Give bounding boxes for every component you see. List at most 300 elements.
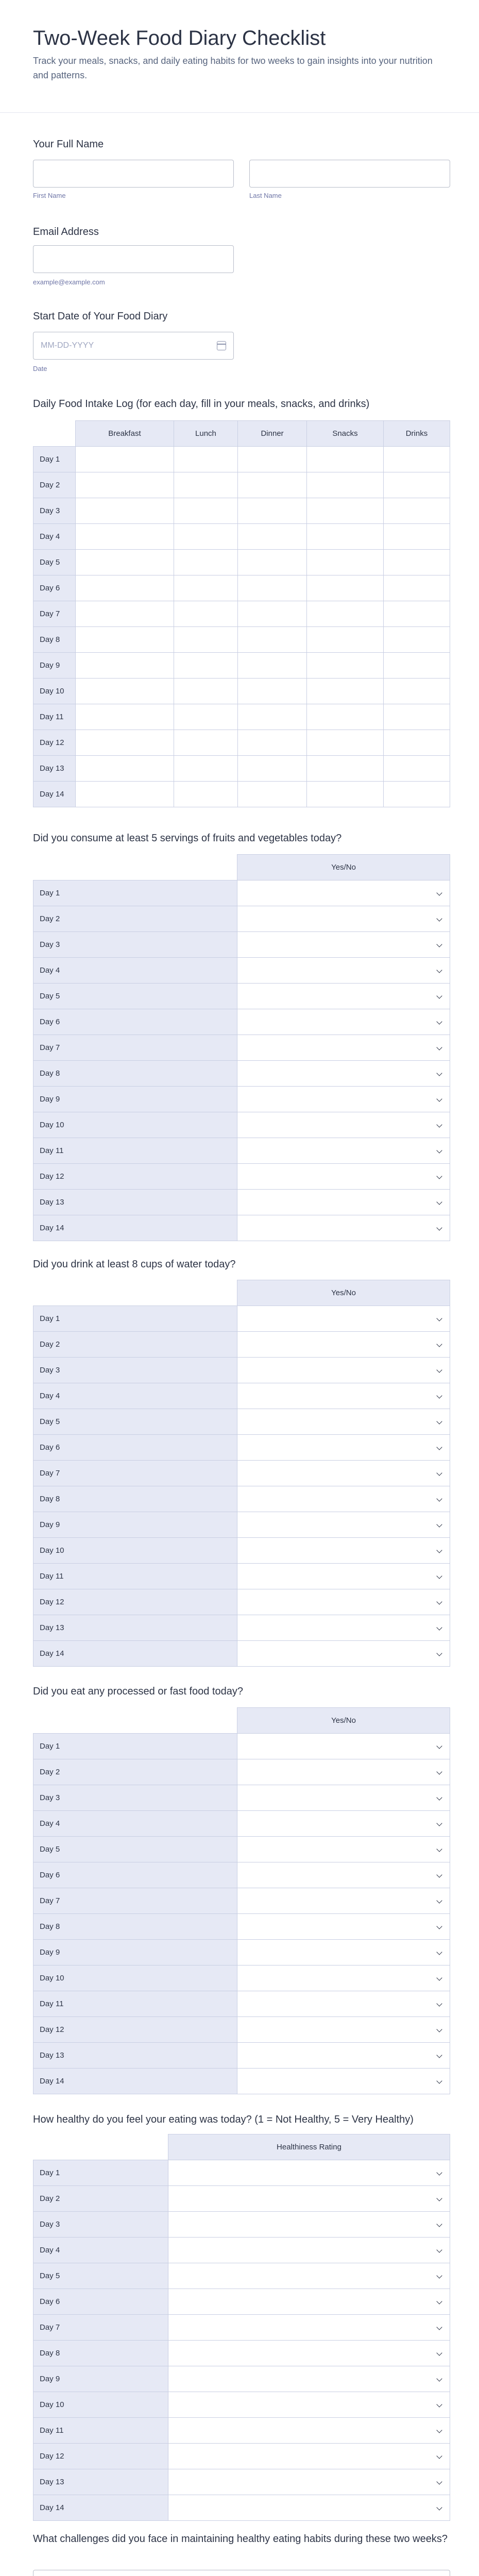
intake-cell-input[interactable] bbox=[383, 447, 450, 472]
intake-column-header: Breakfast bbox=[76, 421, 174, 447]
chevron-down-icon bbox=[436, 2479, 442, 2484]
day-label: Day 11 bbox=[33, 2418, 168, 2444]
intake-cell-input[interactable] bbox=[174, 653, 237, 679]
q_fruits-dropdown[interactable] bbox=[237, 1009, 450, 1035]
day-label: Day 7 bbox=[33, 2315, 168, 2341]
chevron-down-icon bbox=[436, 1367, 442, 1372]
table-row bbox=[33, 2392, 450, 2418]
day-label: Day 13 bbox=[33, 1190, 237, 1215]
table-row bbox=[33, 1837, 450, 1862]
chevron-down-icon bbox=[436, 2170, 442, 2175]
day-label: Day 1 bbox=[33, 880, 237, 906]
chevron-down-icon bbox=[436, 2298, 442, 2304]
chevron-down-icon bbox=[436, 2001, 442, 2006]
intake-cell-input[interactable] bbox=[174, 472, 237, 498]
table-row bbox=[33, 2418, 450, 2444]
chevron-down-icon bbox=[436, 1547, 442, 1553]
intake-cell-input[interactable] bbox=[174, 498, 237, 524]
q_processed-dropdown[interactable] bbox=[237, 1759, 450, 1785]
intake-cell-input[interactable] bbox=[238, 550, 307, 575]
intake-cell-input[interactable] bbox=[76, 472, 174, 498]
intake-cell-input[interactable] bbox=[174, 575, 237, 601]
table-row bbox=[33, 601, 450, 627]
chevron-down-icon bbox=[436, 2376, 442, 2381]
table-row bbox=[33, 1138, 450, 1164]
fruits-table bbox=[33, 854, 450, 1241]
first-name-input[interactable] bbox=[33, 160, 234, 188]
day-label: Day 6 bbox=[33, 2289, 168, 2315]
intake-cell-input[interactable] bbox=[76, 782, 174, 807]
first-name-sublabel: First Name bbox=[33, 192, 66, 199]
day-label: Day 5 bbox=[33, 984, 237, 1009]
table-row bbox=[33, 1759, 450, 1785]
intake-cell-input[interactable] bbox=[307, 447, 384, 472]
table-row bbox=[33, 932, 450, 958]
table-row bbox=[33, 2017, 450, 2043]
intake-cell-input[interactable] bbox=[238, 447, 307, 472]
q_health-dropdown[interactable] bbox=[168, 2444, 450, 2469]
table-row bbox=[33, 906, 450, 932]
table-row bbox=[33, 498, 450, 524]
table-row bbox=[33, 447, 450, 472]
chevron-down-icon bbox=[436, 1975, 442, 1980]
q_processed-dropdown[interactable] bbox=[237, 1965, 450, 1991]
intake-cell-input[interactable] bbox=[76, 704, 174, 730]
intake-cell-input[interactable] bbox=[307, 550, 384, 575]
table-row bbox=[33, 2469, 450, 2495]
table-row bbox=[33, 2315, 450, 2341]
table-row bbox=[33, 2160, 450, 2186]
day-label: Day 5 bbox=[33, 550, 76, 575]
chevron-down-icon bbox=[436, 993, 442, 998]
day-label: Day 13 bbox=[33, 2469, 168, 2495]
q_processed-dropdown[interactable] bbox=[237, 1914, 450, 1940]
chevron-down-icon bbox=[436, 1923, 442, 1929]
day-label: Day 7 bbox=[33, 1888, 237, 1914]
intake-cell-input[interactable] bbox=[76, 679, 174, 704]
day-label: Day 14 bbox=[33, 2495, 168, 2521]
q_fruits-dropdown[interactable] bbox=[237, 1061, 450, 1087]
q_processed-dropdown[interactable] bbox=[237, 1940, 450, 1965]
intake-cell-input[interactable] bbox=[383, 653, 450, 679]
q_health-dropdown[interactable] bbox=[168, 2160, 450, 2186]
day-label: Day 2 bbox=[33, 2186, 168, 2212]
day-label: Day 3 bbox=[33, 498, 76, 524]
q_processed-dropdown[interactable] bbox=[237, 2017, 450, 2043]
table-corner bbox=[33, 421, 76, 447]
day-label: Day 12 bbox=[33, 2017, 237, 2043]
chevron-down-icon bbox=[436, 1173, 442, 1179]
intake-cell-input[interactable] bbox=[76, 524, 174, 550]
intake-cell-input[interactable] bbox=[307, 498, 384, 524]
intake-cell-input[interactable] bbox=[174, 730, 237, 756]
q_fruits-dropdown[interactable] bbox=[237, 958, 450, 984]
table-row bbox=[33, 2341, 450, 2366]
q_water-dropdown[interactable] bbox=[237, 1461, 450, 1486]
table-row bbox=[33, 1358, 450, 1383]
table-row bbox=[33, 1615, 450, 1641]
fruits-question-label: Did you consume at least 5 servings of fruits and vegetables today? bbox=[33, 833, 342, 844]
intake-column-header: Snacks bbox=[307, 421, 384, 447]
chevron-down-icon bbox=[436, 1573, 442, 1579]
day-label: Day 5 bbox=[33, 1409, 237, 1435]
q_health-dropdown[interactable] bbox=[168, 2392, 450, 2418]
table-row bbox=[33, 1486, 450, 1512]
chevron-down-icon bbox=[436, 2026, 442, 2032]
day-label: Day 9 bbox=[33, 2366, 168, 2392]
intake-cell-input[interactable] bbox=[238, 704, 307, 730]
day-label: Day 8 bbox=[33, 1486, 237, 1512]
day-label: Day 8 bbox=[33, 627, 76, 653]
intake-cell-input[interactable] bbox=[307, 730, 384, 756]
q_fruits-dropdown[interactable] bbox=[237, 880, 450, 906]
q_health-dropdown[interactable] bbox=[168, 2212, 450, 2238]
chevron-down-icon bbox=[436, 1650, 442, 1656]
q_health-dropdown[interactable] bbox=[168, 2263, 450, 2289]
day-label: Day 10 bbox=[33, 1538, 237, 1564]
intake-cell-input[interactable] bbox=[238, 627, 307, 653]
intake-cell-input[interactable] bbox=[383, 550, 450, 575]
chevron-down-icon bbox=[436, 2273, 442, 2278]
table-row bbox=[33, 2212, 450, 2238]
intake-cell-input[interactable] bbox=[76, 730, 174, 756]
day-label: Day 3 bbox=[33, 1358, 237, 1383]
q_processed-dropdown[interactable] bbox=[237, 1862, 450, 1888]
q_fruits-dropdown[interactable] bbox=[237, 1164, 450, 1190]
table-row bbox=[33, 1435, 450, 1461]
intake-cell-input[interactable] bbox=[174, 679, 237, 704]
chevron-down-icon bbox=[436, 1470, 442, 1476]
intake-cell-input[interactable] bbox=[174, 524, 237, 550]
q_fruits-dropdown[interactable] bbox=[237, 906, 450, 932]
intake-cell-input[interactable] bbox=[383, 782, 450, 807]
q_fruits-dropdown[interactable] bbox=[237, 1190, 450, 1215]
intake-log-table bbox=[33, 420, 450, 807]
chevron-down-icon bbox=[436, 941, 442, 947]
chevron-down-icon bbox=[436, 1743, 442, 1749]
table-row bbox=[33, 524, 450, 550]
intake-cell-input[interactable] bbox=[307, 524, 384, 550]
intake-cell-input[interactable] bbox=[307, 704, 384, 730]
day-label: Day 7 bbox=[33, 601, 76, 627]
intake-cell-input[interactable] bbox=[174, 756, 237, 782]
chevron-down-icon bbox=[436, 2350, 442, 2355]
table-row bbox=[33, 1811, 450, 1837]
q_water-dropdown[interactable] bbox=[237, 1615, 450, 1641]
intake-cell-input[interactable] bbox=[174, 782, 237, 807]
table-row bbox=[33, 2289, 450, 2315]
intake-cell-input[interactable] bbox=[307, 627, 384, 653]
table-row bbox=[33, 958, 450, 984]
q_processed-dropdown[interactable] bbox=[237, 1888, 450, 1914]
intake-cell-input[interactable] bbox=[307, 653, 384, 679]
start-date-input[interactable] bbox=[33, 332, 234, 360]
chevron-down-icon bbox=[436, 916, 442, 921]
table-row bbox=[33, 1383, 450, 1409]
last-name-sublabel: Last Name bbox=[249, 192, 282, 199]
q_water-dropdown[interactable] bbox=[237, 1564, 450, 1589]
chevron-down-icon bbox=[436, 1199, 442, 1205]
chevron-down-icon bbox=[436, 890, 442, 895]
table-row bbox=[33, 1190, 450, 1215]
day-label: Day 4 bbox=[33, 2238, 168, 2263]
intake-cell-input[interactable] bbox=[76, 575, 174, 601]
intake-column-header: Drinks bbox=[383, 421, 450, 447]
q_water-dropdown[interactable] bbox=[237, 1538, 450, 1564]
intake-cell-input[interactable] bbox=[383, 524, 450, 550]
intake-cell-input[interactable] bbox=[383, 679, 450, 704]
intake-cell-input[interactable] bbox=[238, 524, 307, 550]
day-label: Day 2 bbox=[33, 906, 237, 932]
chevron-down-icon bbox=[436, 2052, 442, 2058]
form-header bbox=[33, 25, 450, 82]
chevron-down-icon bbox=[436, 2504, 442, 2510]
q_processed-dropdown[interactable] bbox=[237, 1837, 450, 1862]
day-label: Day 12 bbox=[33, 2444, 168, 2469]
table-row bbox=[33, 2444, 450, 2469]
intake-cell-input[interactable] bbox=[383, 704, 450, 730]
table-row bbox=[33, 730, 450, 756]
intake-cell-input[interactable] bbox=[238, 679, 307, 704]
day-label: Day 4 bbox=[33, 1811, 237, 1837]
intake-cell-input[interactable] bbox=[76, 447, 174, 472]
intake-cell-input[interactable] bbox=[174, 550, 237, 575]
day-label: Day 8 bbox=[33, 1914, 237, 1940]
intake-cell-input[interactable] bbox=[383, 498, 450, 524]
table-row bbox=[33, 627, 450, 653]
intake-cell-input[interactable] bbox=[383, 627, 450, 653]
intake-cell-input[interactable] bbox=[238, 601, 307, 627]
calendar-icon[interactable] bbox=[217, 341, 226, 350]
table-row bbox=[33, 2238, 450, 2263]
intake-log-label: Daily Food Intake Log (for each day, fill in your meals, snacks, and drinks) bbox=[33, 398, 370, 410]
q_fruits-dropdown[interactable] bbox=[237, 1138, 450, 1164]
q_health-dropdown[interactable] bbox=[168, 2418, 450, 2444]
start-date-label: Start Date of Your Food Diary bbox=[33, 311, 168, 322]
q_water-dropdown[interactable] bbox=[237, 1409, 450, 1435]
table-row bbox=[33, 1512, 450, 1538]
table-row bbox=[33, 1306, 450, 1332]
day-label: Day 3 bbox=[33, 932, 237, 958]
day-label: Day 4 bbox=[33, 958, 237, 984]
intake-column-header: Lunch bbox=[174, 421, 237, 447]
table-row bbox=[33, 1785, 450, 1811]
table-row bbox=[33, 679, 450, 704]
start-date-placeholder: MM-DD-YYYY bbox=[41, 341, 94, 350]
day-label: Day 11 bbox=[33, 704, 76, 730]
table-row bbox=[33, 653, 450, 679]
q_water-dropdown[interactable] bbox=[237, 1383, 450, 1409]
intake-cell-input[interactable] bbox=[76, 550, 174, 575]
intake-cell-input[interactable] bbox=[238, 472, 307, 498]
day-label: Day 13 bbox=[33, 1615, 237, 1641]
q_water-dropdown[interactable] bbox=[237, 1589, 450, 1615]
full-name-label: Your Full Name bbox=[33, 139, 104, 150]
water-table bbox=[33, 1280, 450, 1667]
intake-cell-input[interactable] bbox=[76, 756, 174, 782]
chevron-down-icon bbox=[436, 1341, 442, 1347]
health-question-label: How healthy do you feel your eating was today? (1 = Not Healthy, 5 = Very Healthy) bbox=[33, 2114, 414, 2125]
intake-cell-input[interactable] bbox=[174, 447, 237, 472]
day-label: Day 14 bbox=[33, 1641, 237, 1667]
q_health-dropdown[interactable] bbox=[168, 2186, 450, 2212]
intake-cell-input[interactable] bbox=[383, 756, 450, 782]
q_health-dropdown[interactable] bbox=[168, 2289, 450, 2315]
header-divider bbox=[0, 112, 479, 113]
intake-cell-input[interactable] bbox=[76, 601, 174, 627]
email-label: Email Address bbox=[33, 226, 99, 238]
email-input[interactable] bbox=[33, 245, 234, 273]
intake-cell-input[interactable] bbox=[383, 472, 450, 498]
day-label: Day 10 bbox=[33, 1965, 237, 1991]
chevron-down-icon bbox=[436, 1122, 442, 1127]
q_water-dropdown[interactable] bbox=[237, 1486, 450, 1512]
day-label: Day 6 bbox=[33, 1435, 237, 1461]
chevron-down-icon bbox=[436, 1393, 442, 1398]
chevron-down-icon bbox=[436, 1225, 442, 1230]
chevron-down-icon bbox=[436, 1897, 442, 1903]
intake-cell-input[interactable] bbox=[383, 730, 450, 756]
day-label: Day 13 bbox=[33, 2043, 237, 2069]
chevron-down-icon bbox=[436, 1794, 442, 1800]
intake-cell-input[interactable] bbox=[174, 601, 237, 627]
chevron-down-icon bbox=[436, 2324, 442, 2330]
q_fruits-dropdown[interactable] bbox=[237, 984, 450, 1009]
intake-cell-input[interactable] bbox=[307, 756, 384, 782]
table-row bbox=[33, 1914, 450, 1940]
chevron-down-icon bbox=[436, 1846, 442, 1852]
day-label: Day 1 bbox=[33, 1734, 237, 1759]
q_water-dropdown[interactable] bbox=[237, 1641, 450, 1667]
intake-cell-input[interactable] bbox=[307, 575, 384, 601]
chevron-down-icon bbox=[436, 1872, 442, 1877]
intake-cell-input[interactable] bbox=[307, 601, 384, 627]
q_water-dropdown[interactable] bbox=[237, 1358, 450, 1383]
chevron-down-icon bbox=[436, 1315, 442, 1321]
day-label: Day 3 bbox=[33, 2212, 168, 2238]
q_fruits-dropdown[interactable] bbox=[237, 1087, 450, 1112]
table-row bbox=[33, 1061, 450, 1087]
day-label: Day 7 bbox=[33, 1035, 237, 1061]
day-label: Day 6 bbox=[33, 575, 76, 601]
chevron-down-icon bbox=[436, 1624, 442, 1630]
q_health-dropdown[interactable] bbox=[168, 2315, 450, 2341]
q_fruits-dropdown[interactable] bbox=[237, 932, 450, 958]
q_processed-dropdown[interactable] bbox=[237, 1785, 450, 1811]
health-table bbox=[33, 2134, 450, 2521]
chevron-down-icon bbox=[436, 2401, 442, 2407]
table-row bbox=[33, 984, 450, 1009]
chevron-down-icon bbox=[436, 967, 442, 973]
q_water-dropdown[interactable] bbox=[237, 1435, 450, 1461]
intake-column-header: Dinner bbox=[238, 421, 307, 447]
processed-table bbox=[33, 1707, 450, 2094]
intake-cell-input[interactable] bbox=[383, 575, 450, 601]
table-row bbox=[33, 1035, 450, 1061]
challenges-label: What challenges did you face in maintaining healthy eating habits during these two weeks? bbox=[33, 2533, 448, 2545]
chevron-down-icon bbox=[436, 2078, 442, 2083]
chevron-down-icon bbox=[436, 1096, 442, 1101]
day-label: Day 10 bbox=[33, 679, 76, 704]
q_processed-dropdown[interactable] bbox=[237, 2069, 450, 2094]
table-row bbox=[33, 1409, 450, 1435]
table-row bbox=[33, 756, 450, 782]
intake-cell-input[interactable] bbox=[238, 653, 307, 679]
chevron-down-icon bbox=[436, 2221, 442, 2227]
day-label: Day 9 bbox=[33, 653, 76, 679]
chevron-down-icon bbox=[436, 1019, 442, 1024]
intake-cell-input[interactable] bbox=[76, 653, 174, 679]
table-row bbox=[33, 704, 450, 730]
intake-cell-input[interactable] bbox=[238, 756, 307, 782]
q_processed-dropdown[interactable] bbox=[237, 1811, 450, 1837]
q_water-dropdown[interactable] bbox=[237, 1512, 450, 1538]
q_health-dropdown[interactable] bbox=[168, 2366, 450, 2392]
water-question-label: Did you drink at least 8 cups of water today? bbox=[33, 1259, 236, 1270]
q_processed-dropdown[interactable] bbox=[237, 1734, 450, 1759]
table-row bbox=[33, 2069, 450, 2094]
q_processed-dropdown[interactable] bbox=[237, 2043, 450, 2069]
q_fruits-dropdown[interactable] bbox=[237, 1035, 450, 1061]
intake-cell-input[interactable] bbox=[76, 627, 174, 653]
day-label: Day 14 bbox=[33, 1215, 237, 1241]
table-row bbox=[33, 880, 450, 906]
intake-cell-input[interactable] bbox=[307, 472, 384, 498]
health-column-header: Healthiness Rating bbox=[168, 2134, 450, 2160]
q_water-dropdown[interactable] bbox=[237, 1306, 450, 1332]
intake-cell-input[interactable] bbox=[307, 679, 384, 704]
intake-cell-input[interactable] bbox=[76, 498, 174, 524]
challenges-textarea[interactable] bbox=[33, 2570, 450, 2576]
table-row bbox=[33, 1940, 450, 1965]
intake-cell-input[interactable] bbox=[383, 601, 450, 627]
intake-cell-input[interactable] bbox=[307, 782, 384, 807]
q_health-dropdown[interactable] bbox=[168, 2238, 450, 2263]
table-row bbox=[33, 1641, 450, 1667]
intake-cell-input[interactable] bbox=[174, 627, 237, 653]
form-title: Two-Week Food Diary Checklist bbox=[33, 27, 326, 49]
day-label: Day 12 bbox=[33, 1589, 237, 1615]
table-row bbox=[33, 1112, 450, 1138]
table-row bbox=[33, 1888, 450, 1914]
day-label: Day 1 bbox=[33, 1306, 237, 1332]
day-label: Day 3 bbox=[33, 1785, 237, 1811]
table-row bbox=[33, 782, 450, 807]
intake-cell-input[interactable] bbox=[238, 575, 307, 601]
intake-cell-input[interactable] bbox=[238, 730, 307, 756]
q_processed-dropdown[interactable] bbox=[237, 1991, 450, 2017]
q_health-dropdown[interactable] bbox=[168, 2341, 450, 2366]
day-label: Day 2 bbox=[33, 472, 76, 498]
day-label: Day 11 bbox=[33, 1991, 237, 2017]
table-row bbox=[33, 1589, 450, 1615]
q_fruits-dropdown[interactable] bbox=[237, 1112, 450, 1138]
q_health-dropdown[interactable] bbox=[168, 2495, 450, 2521]
intake-cell-input[interactable] bbox=[238, 782, 307, 807]
last-name-input[interactable] bbox=[249, 160, 450, 188]
day-label: Day 14 bbox=[33, 782, 76, 807]
q_health-dropdown[interactable] bbox=[168, 2469, 450, 2495]
day-label: Day 10 bbox=[33, 1112, 237, 1138]
form-subtitle: Track your meals, snacks, and daily eating habits for two weeks to gain insights into your nutrition and patterns. bbox=[33, 56, 433, 80]
q_water-dropdown[interactable] bbox=[237, 1332, 450, 1358]
chevron-down-icon bbox=[436, 2453, 442, 2459]
chevron-down-icon bbox=[436, 2195, 442, 2201]
q_fruits-dropdown[interactable] bbox=[237, 1215, 450, 1241]
table-row bbox=[33, 1215, 450, 1241]
intake-cell-input[interactable] bbox=[238, 498, 307, 524]
intake-cell-input[interactable] bbox=[174, 704, 237, 730]
